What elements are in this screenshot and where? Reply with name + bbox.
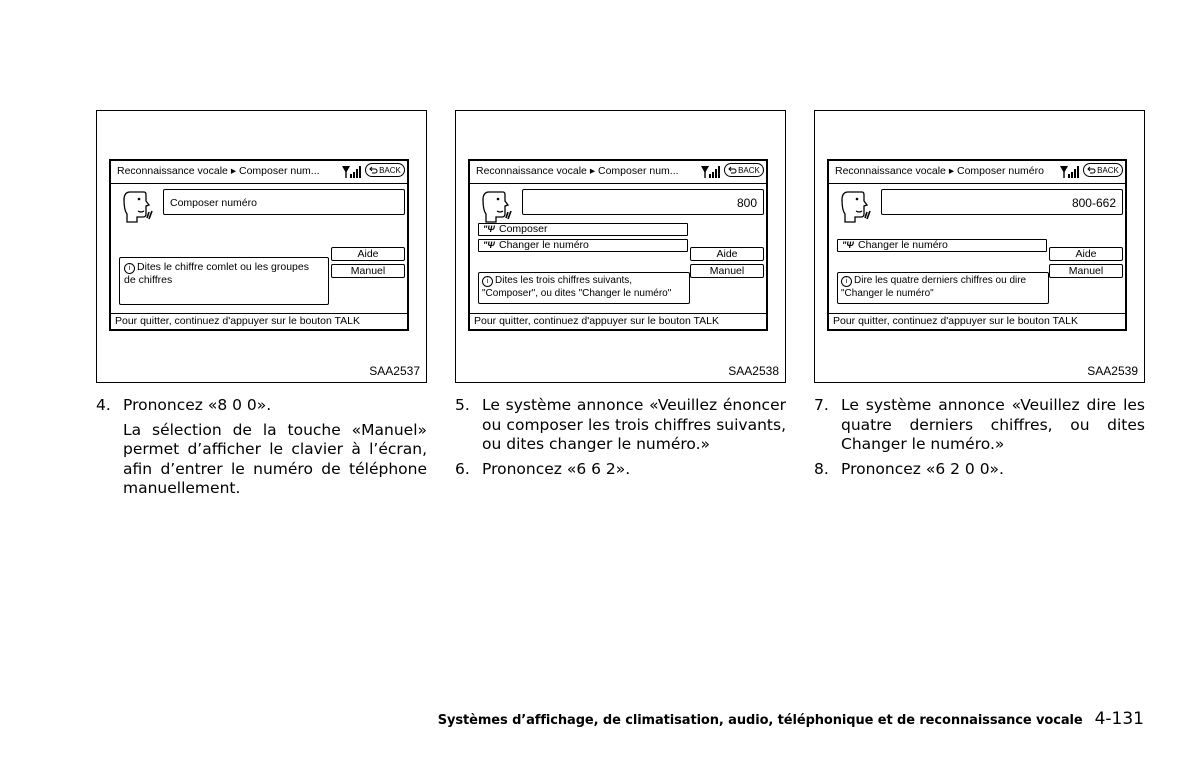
info-line: de chiffres bbox=[124, 274, 173, 286]
option-label: Changer le numéro bbox=[858, 239, 948, 251]
step-number: 4. bbox=[96, 396, 111, 414]
step-text: Prononcez «6 6 2». bbox=[482, 459, 631, 478]
speech-icon: "Ψ bbox=[842, 240, 854, 250]
step-6 bbox=[455, 460, 786, 480]
breadcrumb: Reconnaissance vocale ▸ Composer num... bbox=[117, 165, 320, 177]
info-icon: i bbox=[482, 276, 493, 287]
figure-1 bbox=[96, 110, 427, 383]
screen-header bbox=[111, 161, 407, 184]
manuel-button[interactable]: Manuel bbox=[1049, 264, 1123, 278]
back-label: BACK bbox=[379, 165, 401, 175]
command-field bbox=[163, 189, 405, 215]
speech-icon: "Ψ bbox=[483, 240, 495, 250]
screen-header bbox=[470, 161, 766, 184]
steps-column-3 bbox=[814, 396, 1145, 484]
figure-3 bbox=[814, 110, 1145, 383]
signal-icon bbox=[342, 165, 362, 179]
info-line: Dire les quatre derniers chiffres ou dire bbox=[854, 275, 1027, 286]
option-label: Composer bbox=[499, 223, 548, 235]
page-footer bbox=[438, 709, 1144, 729]
figure-2 bbox=[455, 110, 786, 383]
option-changer-numero[interactable] bbox=[837, 239, 1047, 252]
screen-header bbox=[829, 161, 1125, 184]
back-arrow-icon bbox=[369, 166, 378, 174]
footer-text: Pour quitter, continuez d'appuyer sur le bouton TALK bbox=[833, 315, 1079, 327]
back-label: BACK bbox=[1097, 165, 1119, 175]
info-box bbox=[837, 272, 1049, 304]
option-composer[interactable] bbox=[478, 223, 688, 236]
info-line: "Composer", ou dites "Changer le numéro" bbox=[482, 288, 672, 299]
step-4 bbox=[96, 396, 427, 416]
step-text: Le système annonce «Veuillez énoncer ou composer les trois chiffres suivants, ou dites changer le numéro.» bbox=[482, 396, 786, 453]
signal-icon bbox=[1060, 165, 1080, 179]
back-arrow-icon bbox=[1087, 166, 1096, 174]
footer-text: Pour quitter, continuez d'appuyer sur le bouton TALK bbox=[115, 315, 361, 327]
info-icon: i bbox=[124, 263, 135, 274]
aide-button[interactable]: Aide bbox=[690, 247, 764, 261]
steps-column-2 bbox=[455, 396, 786, 484]
info-line: Dites le chiffre comlet ou les groupes bbox=[137, 261, 309, 273]
voice-face-icon bbox=[122, 190, 156, 224]
aide-button[interactable]: Aide bbox=[1049, 247, 1123, 261]
step-number: 5. bbox=[455, 396, 470, 414]
info-line: Dites les trois chiffres suivants, bbox=[495, 275, 633, 286]
footer-text: Pour quitter, continuez d'appuyer sur le bouton TALK bbox=[474, 315, 720, 327]
back-button[interactable] bbox=[1083, 163, 1123, 177]
option-changer-numero[interactable] bbox=[478, 239, 688, 252]
screen-footer bbox=[829, 313, 1125, 329]
info-box bbox=[478, 272, 690, 304]
signal-icon bbox=[701, 165, 721, 179]
step-8 bbox=[814, 460, 1145, 480]
figure-code: SAA2539 bbox=[1087, 364, 1138, 378]
aide-button[interactable]: Aide bbox=[331, 247, 405, 261]
manuel-button[interactable]: Manuel bbox=[331, 264, 405, 278]
step-text: Prononcez «8 0 0». bbox=[123, 396, 272, 414]
manuel-button[interactable]: Manuel bbox=[690, 264, 764, 278]
back-arrow-icon bbox=[728, 166, 737, 174]
page-number: 4-131 bbox=[1094, 709, 1144, 729]
step-number: 6. bbox=[455, 459, 470, 478]
step-number: 8. bbox=[814, 459, 829, 478]
back-button[interactable] bbox=[724, 163, 764, 177]
option-label: Changer le numéro bbox=[499, 239, 589, 251]
step-4-detail: La sélection de la touche «Manuel» permet d’afficher le clavier à l’écran, afin d’entrer le numéro de téléphone manuellement. bbox=[123, 420, 427, 497]
step-text: Prononcez «6 2 0 0». bbox=[841, 459, 1004, 478]
speech-icon: "Ψ bbox=[483, 224, 495, 234]
back-button[interactable] bbox=[365, 163, 405, 177]
step-5 bbox=[455, 396, 786, 455]
voice-face-icon bbox=[481, 190, 515, 224]
info-icon: i bbox=[841, 276, 852, 287]
number-field bbox=[522, 189, 764, 215]
voice-screen-3 bbox=[827, 159, 1127, 331]
step-text: Le système annonce «Veuillez dire les quatre derniers chiffres, ou dites Changer le numéro.» bbox=[841, 396, 1145, 453]
back-label: BACK bbox=[738, 165, 760, 175]
figure-code: SAA2538 bbox=[728, 364, 779, 378]
info-line: "Changer le numéro" bbox=[841, 288, 934, 299]
breadcrumb: Reconnaissance vocale ▸ Composer numéro bbox=[835, 165, 1044, 177]
screen-footer bbox=[470, 313, 766, 329]
screen-footer bbox=[111, 313, 407, 329]
step-7 bbox=[814, 396, 1145, 455]
section-title: Systèmes d’affichage, de climatisation, audio, téléphonique et de reconnaissance vocale bbox=[437, 713, 1083, 728]
info-box bbox=[119, 257, 329, 305]
number-field bbox=[881, 189, 1123, 215]
breadcrumb: Reconnaissance vocale ▸ Composer num... bbox=[476, 165, 679, 177]
steps-column-1 bbox=[96, 396, 427, 499]
voice-screen-1 bbox=[109, 159, 409, 331]
voice-screen-2 bbox=[468, 159, 768, 331]
voice-face-icon bbox=[840, 190, 874, 224]
figure-code: SAA2537 bbox=[369, 364, 420, 378]
field-text: Composer numéro bbox=[170, 197, 257, 209]
step-number: 7. bbox=[814, 396, 829, 414]
number-value: 800 bbox=[736, 196, 757, 210]
number-value: 800-662 bbox=[1071, 196, 1116, 210]
